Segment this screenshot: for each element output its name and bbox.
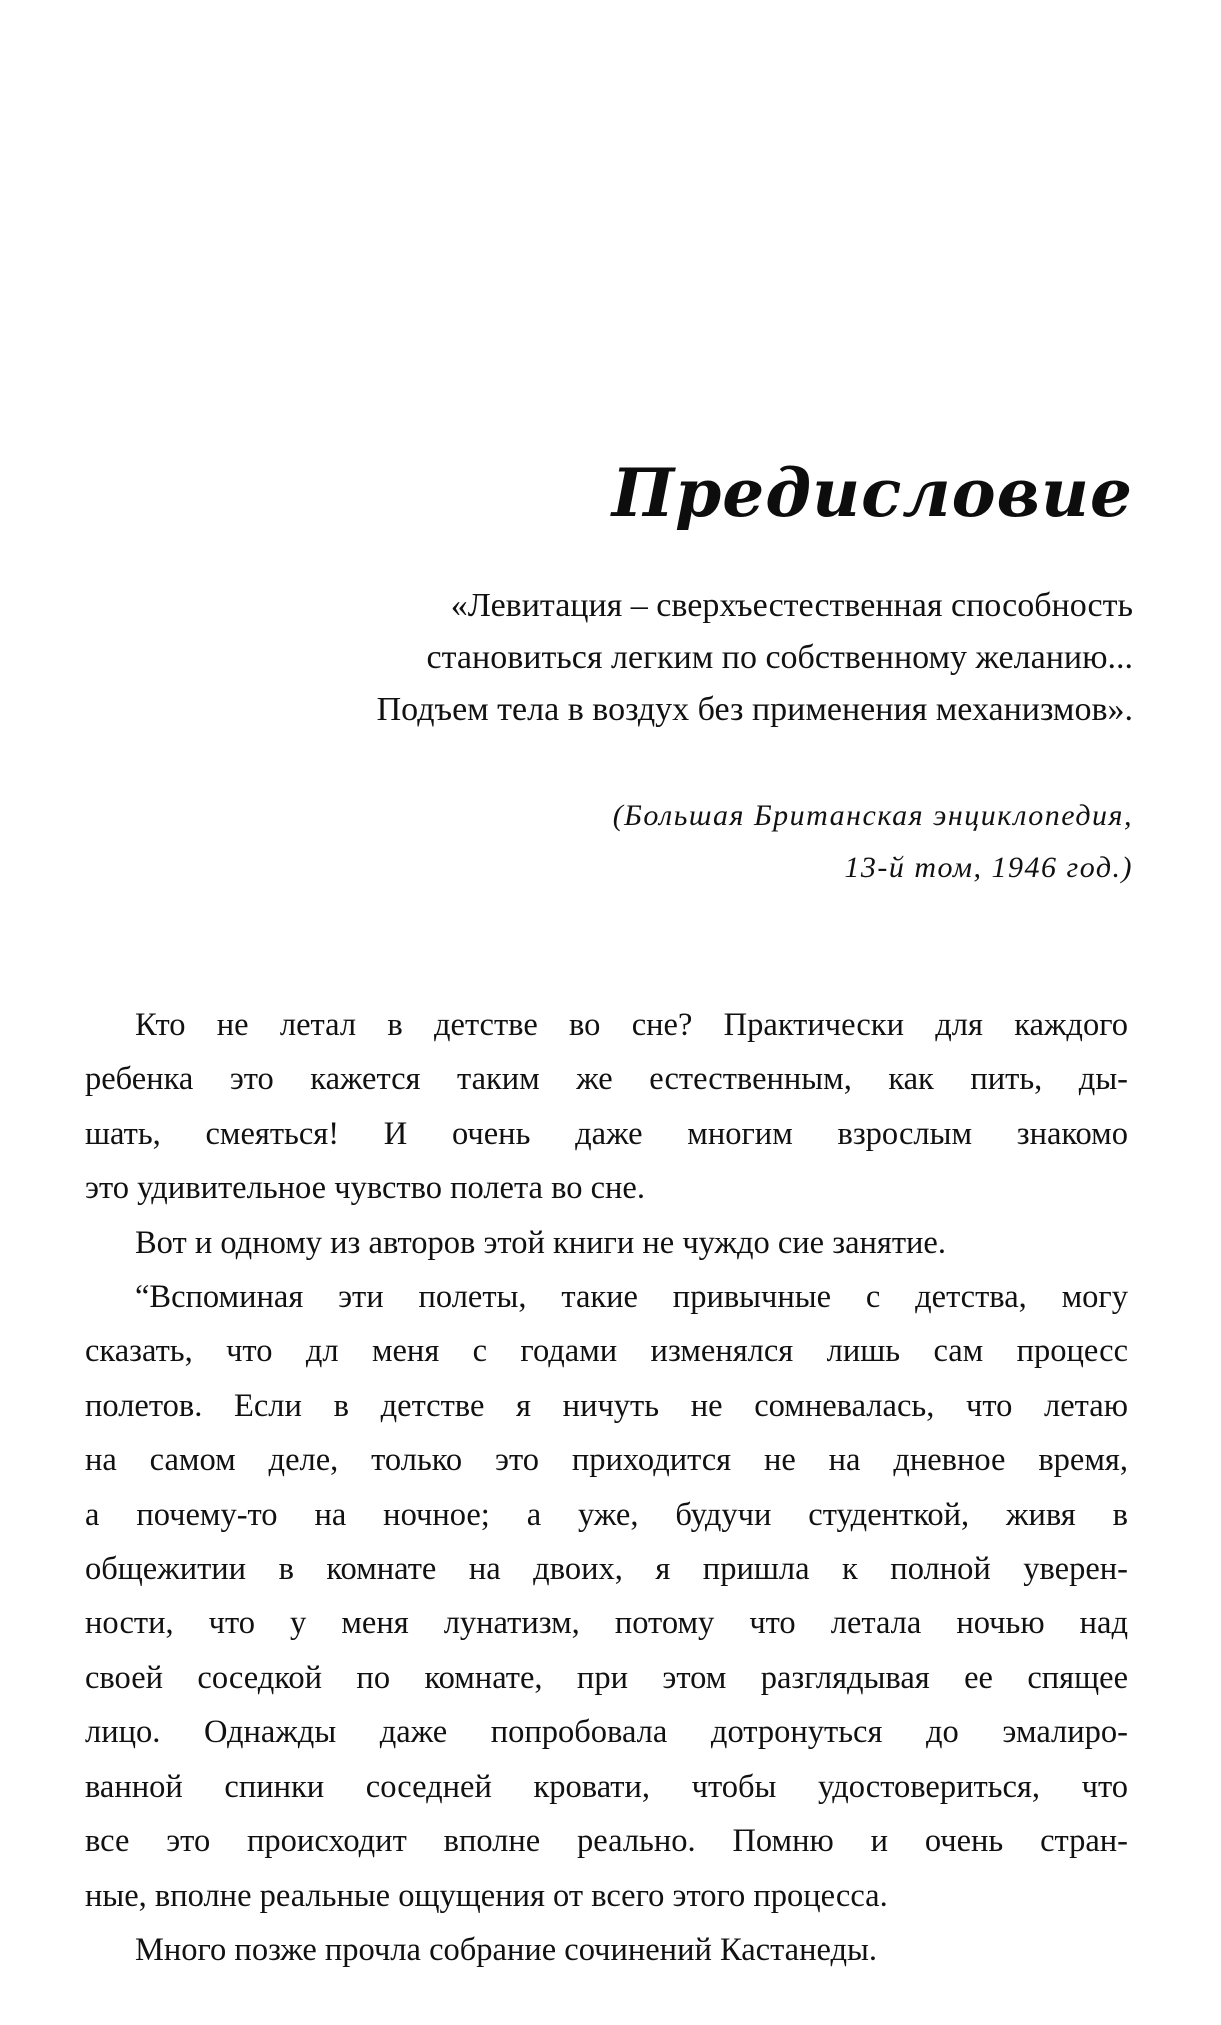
epigraph-line: «Левитация – сверхъестественная способность xyxy=(450,587,1133,624)
text-line: Кто не летал в детстве во сне? Практически для каждого xyxy=(135,1007,1128,1043)
paragraph xyxy=(85,1270,1128,1923)
epigraph-source xyxy=(613,790,1133,894)
chapter-title: Предисловие xyxy=(611,454,1133,532)
source-line: (Большая Британская энциклопедия, xyxy=(612,799,1133,832)
paragraph xyxy=(85,998,1128,1216)
text-line: ребенка это кажется таким же естественным, как пить, ды- xyxy=(85,1061,1128,1098)
source-line: 13-й том, 1946 год.) xyxy=(844,851,1133,884)
text-line: Вот и одному из авторов этой книги не чуждо сие занятие. xyxy=(135,1224,946,1261)
text-line: лицо. Однажды даже попробовала дотронуться до эмалиро- xyxy=(85,1714,1128,1751)
text-line: шать, смеяться! И очень даже многим взрослым знакомо xyxy=(85,1115,1128,1152)
text-line: общежитии в комнате на двоих, я пришла к полной уверен- xyxy=(85,1551,1128,1588)
text-line: а почему-то на ночное; а уже, будучи студенткой, живя в xyxy=(85,1496,1128,1533)
text-line: ности, что у меня лунатизм, потому что летала ночью над xyxy=(85,1605,1128,1642)
epigraph-line: становиться легким по собственному желанию... xyxy=(426,639,1133,676)
paragraph xyxy=(85,1923,1128,1977)
text-line: “Вспоминая эти полеты, такие привычные с детства, могу xyxy=(135,1279,1128,1316)
epigraph xyxy=(173,580,1133,736)
body-text xyxy=(85,998,1128,1977)
text-line: на самом деле, только это приходится не на дневное время, xyxy=(85,1442,1128,1479)
paragraph xyxy=(85,1216,1128,1270)
text-line: сказать, что дл меня с годами изменялся лишь сам процесс xyxy=(85,1333,1128,1370)
text-line: это удивительное чувство полета во сне. xyxy=(85,1170,645,1207)
text-line: своей соседкой по комнате, при этом разглядывая ее спящее xyxy=(85,1659,1128,1696)
text-line: все это происходит вполне реально. Помню и очень стран- xyxy=(85,1823,1128,1860)
epigraph-line: Подъем тела в воздух без применения механизмов». xyxy=(376,691,1133,728)
text-line: Много позже прочла собрание сочинений Кастанеды. xyxy=(135,1931,877,1968)
text-line: ные, вполне реальные ощущения от всего этого процесса. xyxy=(85,1877,888,1914)
text-line: ванной спинки соседней кровати, чтобы удостовериться, что xyxy=(85,1768,1128,1805)
text-line: полетов. Если в детстве я ничуть не сомневалась, что летаю xyxy=(85,1387,1128,1424)
